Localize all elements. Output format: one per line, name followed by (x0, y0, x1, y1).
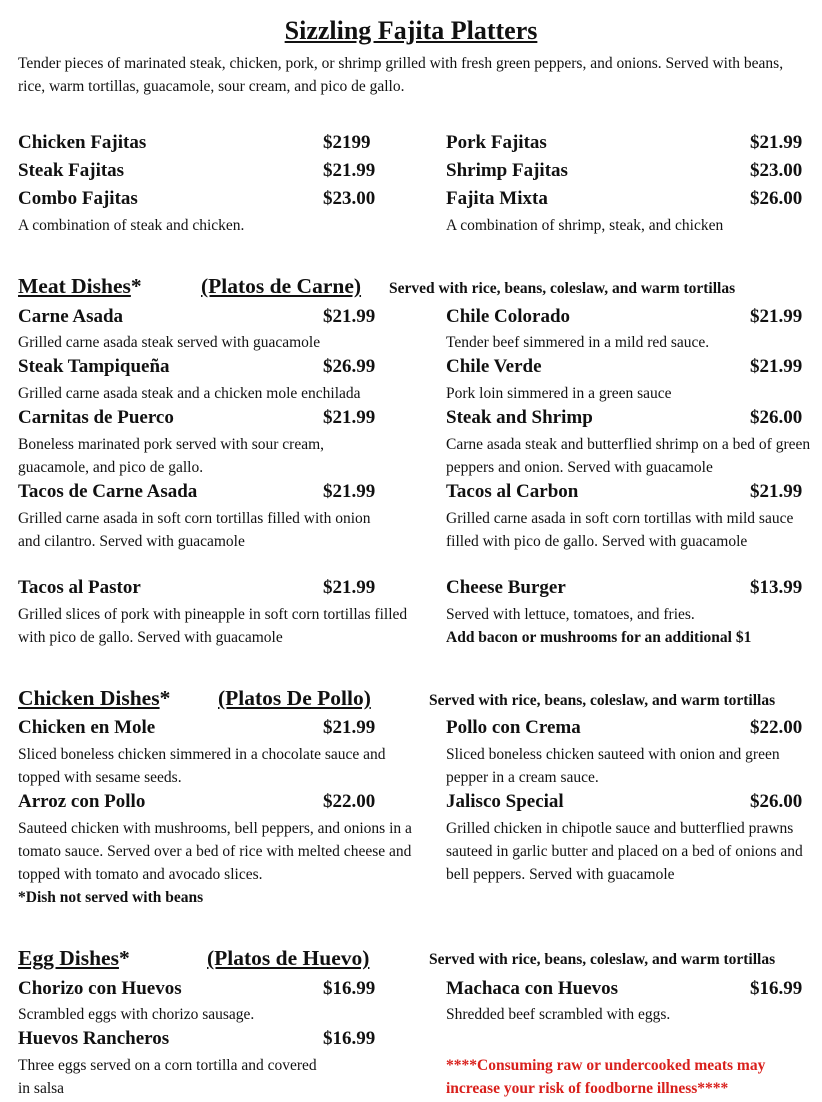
section-title: Chicken Dishes (18, 686, 160, 710)
item-description: Boneless marinated pork served with sour cream, guacamole, and pico de gallo. (18, 436, 325, 476)
item-name: Steak Fajitas (18, 160, 125, 181)
item-price: $21.99 (323, 306, 376, 327)
item-description: Carne asada steak and butterflied shrimp on a bed of green peppers and onion. Served with guacamole (446, 436, 811, 476)
section-heading-meat (18, 273, 142, 299)
item-name: Huevos Rancheros (18, 1028, 170, 1049)
item-description: Grilled carne asada steak served with guacamole (18, 334, 321, 351)
item-name: Steak Tampiqueña (18, 356, 170, 377)
item-price: $13.99 (750, 577, 803, 598)
section-served-note: Served with rice, beans, coleslaw, and warm tortillas (389, 280, 736, 297)
item-name: Chicken Fajitas (18, 132, 147, 153)
item-description: Grilled carne asada steak and a chicken mole enchilada (18, 385, 361, 402)
item-description: Scrambled eggs with chorizo sausage. (18, 1006, 255, 1023)
item-description: Sliced boneless chicken sauteed with onion and green pepper in a cream sauce. (446, 746, 780, 786)
item-description: A combination of steak and chicken. (18, 217, 245, 234)
section-heading-chicken (18, 685, 170, 711)
item-name: Chorizo con Huevos (18, 978, 182, 999)
item-price: $21.99 (323, 481, 376, 502)
item-name: Arroz con Pollo (18, 791, 146, 812)
item-price: $26.00 (750, 407, 803, 428)
item-description: Tender beef simmered in a mild red sauce. (446, 334, 710, 351)
section-asterisk: * (159, 686, 171, 710)
item-name: Tacos de Carne Asada (18, 481, 198, 502)
item-price: $23.00 (323, 188, 376, 209)
item-description: A combination of shrimp, steak, and chicken (446, 217, 724, 234)
item-price: $16.99 (323, 1028, 376, 1049)
item-price: $26.99 (323, 356, 376, 377)
item-name: Fajita Mixta (446, 188, 548, 209)
item-price: $21.99 (750, 356, 803, 377)
section-spanish-title: (Platos De Pollo) (218, 686, 371, 710)
item-name: Tacos al Pastor (18, 577, 141, 598)
item-price: $23.00 (750, 160, 803, 181)
item-price: $21.99 (323, 577, 376, 598)
item-price: $21.99 (750, 132, 803, 153)
item-description: Grilled chicken in chipotle sauce and butterflied prawns sauteed in garlic butter and placed on a bed of onions and bell peppers. Served with guacamole (446, 820, 803, 883)
section-asterisk: * (118, 946, 130, 970)
item-name: Tacos al Carbon (446, 481, 579, 502)
item-description: Sauteed chicken with mushrooms, bell peppers, and onions in a tomato sauce. Served over a bed of rice with melted cheese and topped with tomato and avocado slices. (18, 820, 412, 883)
section-title: Egg Dishes (18, 946, 119, 970)
section-title: Meat Dishes (18, 274, 131, 298)
item-name: Chicken en Mole (18, 717, 156, 738)
section-spanish-title: (Platos de Carne) (201, 274, 362, 298)
item-name: Chile Verde (446, 356, 542, 377)
item-name: Machaca con Huevos (446, 978, 619, 999)
item-price: $22.00 (323, 791, 376, 812)
item-price: $16.99 (323, 978, 376, 999)
item-description: Served with lettuce, tomatoes, and fries. (446, 606, 695, 623)
item-price: $21.99 (323, 407, 376, 428)
item-note: Add bacon or mushrooms for an additional $1 (446, 629, 752, 646)
page-title: Sizzling Fajita Platters (284, 16, 538, 45)
item-description: Grilled slices of pork with pineapple in soft corn tortillas filled with pico de gallo. Served with guacamole (18, 606, 408, 646)
item-price: $21.99 (750, 306, 803, 327)
item-description: Grilled carne asada in soft corn tortillas filled with onion and cilantro. Served with guacamole (18, 510, 371, 550)
item-name: Pork Fajitas (446, 132, 547, 153)
item-price: $21.99 (323, 160, 376, 181)
item-description: Shredded beef scrambled with eggs. (446, 1006, 671, 1023)
foodborne-illness-warning: ****Consuming raw or undercooked meats may increase your risk of foodborne illness**** (446, 1057, 766, 1097)
item-name: Chile Colorado (446, 306, 571, 327)
item-name: Carnitas de Puerco (18, 407, 174, 428)
item-price: $21.99 (323, 717, 376, 738)
item-name: Jalisco Special (446, 791, 564, 812)
item-name: Shrimp Fajitas (446, 160, 568, 181)
section-heading-egg (18, 945, 130, 971)
item-name: Carne Asada (18, 306, 124, 327)
section-served-note: Served with rice, beans, coleslaw, and warm tortillas (429, 692, 776, 709)
item-price: $26.00 (750, 188, 803, 209)
item-note: *Dish not served with beans (18, 889, 204, 906)
item-description: Grilled carne asada in soft corn tortillas with mild sauce filled with pico de gallo. Served with guacamole (446, 510, 794, 550)
fajitas-intro: Tender pieces of marinated steak, chicken, pork, or shrimp grilled with fresh green peppers, and onions. Served with beans, rice, warm tortillas, guacamole, sour cream, and pico de gallo. (18, 55, 784, 95)
item-name: Cheese Burger (446, 577, 566, 598)
item-name: Pollo con Crema (446, 717, 581, 738)
section-asterisk: * (130, 274, 142, 298)
section-spanish-title: (Platos de Huevo) (207, 946, 370, 970)
item-price: $2199 (323, 132, 371, 153)
item-name: Steak and Shrimp (446, 407, 593, 428)
item-price: $21.99 (750, 481, 803, 502)
item-description: Pork loin simmered in a green sauce (446, 385, 672, 402)
item-description: Sliced boneless chicken simmered in a chocolate sauce and topped with sesame seeds. (18, 746, 386, 786)
item-name: Combo Fajitas (18, 188, 138, 209)
item-price: $26.00 (750, 791, 803, 812)
item-price: $16.99 (750, 978, 803, 999)
item-price: $22.00 (750, 717, 803, 738)
item-description: Three eggs served on a corn tortilla and covered in salsa (18, 1057, 317, 1097)
section-served-note: Served with rice, beans, coleslaw, and warm tortillas (429, 951, 776, 968)
